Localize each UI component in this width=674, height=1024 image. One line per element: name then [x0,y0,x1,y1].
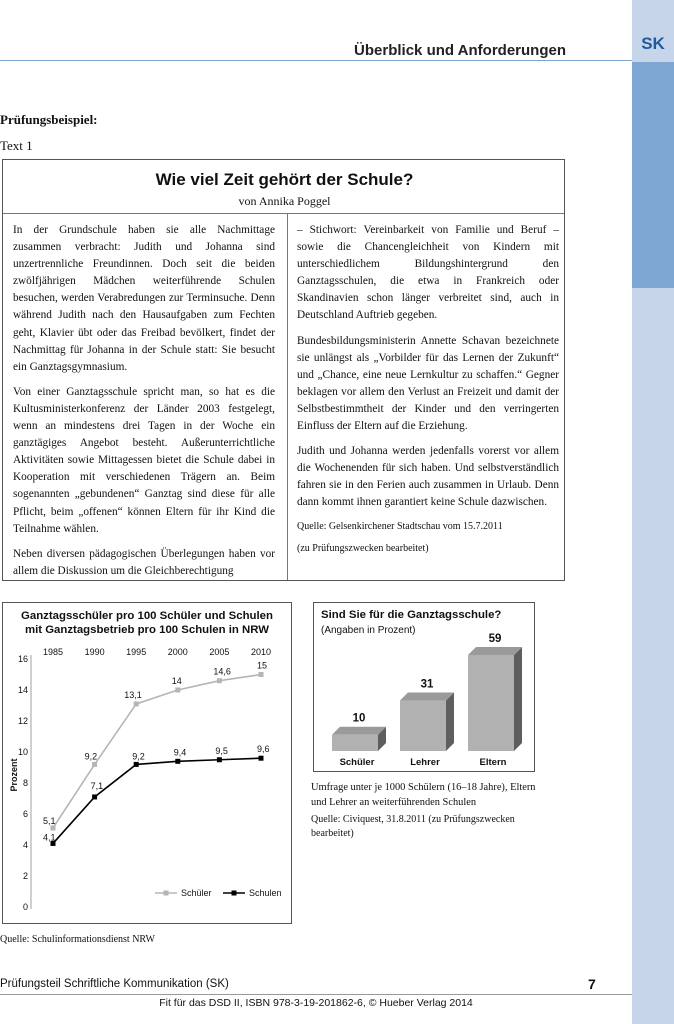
bar-chart-title: Sind Sie für die Ganztagsschule? [321,609,502,621]
footer-section-title: Prüfungsteil Schriftliche Kommunikation (SK) [0,978,229,990]
data-point [134,701,139,706]
legend-label: Schüler [181,888,212,898]
bar-top [468,647,522,655]
bar-chart-source: Quelle: Civiquest, 31.8.2011 (zu Prüfungszwecken bearbeitet) [311,814,515,839]
bar [332,735,378,751]
y-tick-label: 6 [22,809,28,819]
y-tick-label: 14 [17,685,28,695]
data-label: 9,4 [173,747,187,758]
y-axis-label: Prozent [9,758,19,792]
line-chart-source: Quelle: Schulinformationsdienst NRW [0,934,155,945]
bar-value-label: 10 [352,712,366,725]
article-source-note: (zu Prüfungszwecken bearbeitet) [297,542,429,554]
bar-category-label: Schüler [339,757,375,768]
bar-side [514,647,522,751]
footer-copyright: Fit für das DSD II, ISBN 978-3-19-201862-6, © Hueber Verlag 2014 [159,997,473,1009]
y-tick-label: 4 [22,840,28,850]
article-paragraph: Bundesbildungsministerin Annette Schavan bezeichnete sie unlängst als „Vorbilder für das Lernen der Zukunft“ und „Chance, eine neue Lernkultur zu schaffen.“ Gegner beklagen vor allem den Verlust an Freizeit und damit der Selbstbestimmtheit der Kinder und den verringerten Einfluss der Eltern auf die Erziehung. [297,334,559,433]
bar-top [400,693,454,701]
page-header-title: Überblick und Anforderungen [354,42,566,59]
bar-chart-box [313,602,535,772]
data-label: 4,1 [43,832,56,843]
series-line-schulen [53,758,261,843]
data-label: 15 [257,660,268,671]
legend-marker [164,891,169,896]
line-chart-box [2,602,292,924]
data-point [51,825,56,830]
section-tag: SK [641,34,665,53]
article-divider [3,213,564,214]
footer-rule [0,994,632,995]
data-label: 14 [171,676,182,686]
article-author: von Annika Poggel [238,194,331,208]
y-tick-label: 12 [17,716,28,726]
article-paragraph: – Stichwort: Vereinbarkeit von Familie und Beruf – sowie die Chancengleichheit von Kindern mit unterschiedlichem Bildungshintergrund den Ganztagsschulen, die etwa in Frankreich oder Skandinavien schon länger verbreitet sind, auch in Deutschland Auftrieb gegeben. [297,224,559,322]
x-tick-label: 2010 [250,647,272,657]
column-divider [287,213,288,580]
article-source: Quelle: Gelsenkirchener Stadtschau vom 15.7.2011 [297,520,503,532]
legend-label: Schulen [249,888,282,898]
bar-category-label: Lehrer [410,757,440,768]
data-label: 9,6 [257,744,270,755]
bar-side [446,693,454,751]
bar-top [332,727,386,735]
data-label: 9,2 [132,751,145,762]
side-stripe-section [632,62,674,288]
y-tick-label: 10 [17,747,28,757]
data-point [217,678,222,683]
line-chart [3,603,291,923]
article-paragraph: Neben diversen pädagogischen Überlegungen haben vor allem die Diskussion um die Gleichberechtigung [13,547,275,577]
line-chart-title: Ganztagsschüler pro 100 Schüler und Schulen [21,610,273,622]
text-label: Text 1 [0,138,33,153]
data-label: 7,1 [90,780,104,791]
data-point [259,672,264,677]
bar-chart-caption: Umfrage unter je 1000 Schülern (16–18 Jahre), Eltern und Lehrer an weiterführenden Schulen [311,782,536,808]
data-point [259,756,264,761]
data-point [217,757,222,762]
x-tick-label: 1990 [84,647,105,657]
bar [400,701,446,751]
article-title: Wie viel Zeit gehört der Schule? [155,170,414,189]
bar-value-label: 31 [420,678,434,691]
article-box [2,159,565,581]
bar-chart [314,603,534,771]
article-paragraph: Judith und Johanna werden jedenfalls vorerst vor allem die Wochenenden für sich haben. Und selbstverständlich fahren sie in den Ferien auch zusammen in Urlaub. Denn dann kommt ihnen garantiert keine Schule dazwischen. [297,445,559,509]
data-point [134,762,139,767]
bar-chart-subtitle: (Angaben in Prozent) [321,625,416,636]
legend-marker [232,891,237,896]
data-point [92,794,97,799]
article-column-right [297,222,559,564]
page-number: 7 [588,976,596,992]
line-chart-title-line2: mit Ganztagsbetrieb pro 100 Schulen in NRW [24,624,270,636]
header-rule [0,60,632,61]
bar-value-label: 59 [488,633,502,645]
data-label: 5,1 [43,815,56,826]
y-tick-label: 8 [22,778,28,788]
bar [468,655,514,751]
article-paragraph: Von einer Ganztagsschule spricht man, so hat es die Kultusministerkonferenz der Länder 2003 festgelegt, wenn an mindestens drei Tagen in der Woche ein ganztägiges Angebot besteht. Außerunterrichtliche Aktivitäten sowie Mittagessen bietet die Schule dabei in Kooperation mit verschiedenen Trägern an. Beim sogenannten „gebundenen“ Ganztag sind diese für alle Pflicht, beim „offenen“ können Eltern für ihr Kind die Teilnahme wählen. [13,385,275,535]
y-tick-label: 2 [22,871,28,881]
x-tick-label: 1995 [126,647,147,657]
article-column-left [13,222,275,588]
y-tick-label: 0 [22,902,28,912]
x-tick-label: 2005 [209,647,230,657]
data-point [175,759,180,764]
bar-category-label: Eltern [479,757,507,768]
x-tick-label: 2000 [167,647,188,657]
article-paragraph: In der Grundschule haben sie alle Nachmittage zusammen verbracht: Judith und Johanna sind unzertrennliche Freundinnen. Doch seit die beiden zwölfjährigen Mädchen weiterführende Schulen besuchen, werden Verabredungen zur Terminsuche. Denn während Judith nach den Hausaufgaben zum Fechten geht, Klavier übt oder das Freibad bevölkert, findet der Nachmittag für Johanna in der Schule statt: Sie besucht ein Ganztagsgymnasium. [13,224,275,373]
data-point [175,688,180,693]
data-label: 9,2 [84,751,98,762]
x-tick-label: 1985 [42,647,64,657]
data-label: 9,5 [215,745,228,756]
exam-example-label: Prüfungsbeispiel: [0,112,98,127]
data-label: 14,6 [213,666,231,677]
data-point [92,762,97,767]
data-label: 13,1 [124,689,142,700]
y-tick-label: 16 [17,654,28,664]
